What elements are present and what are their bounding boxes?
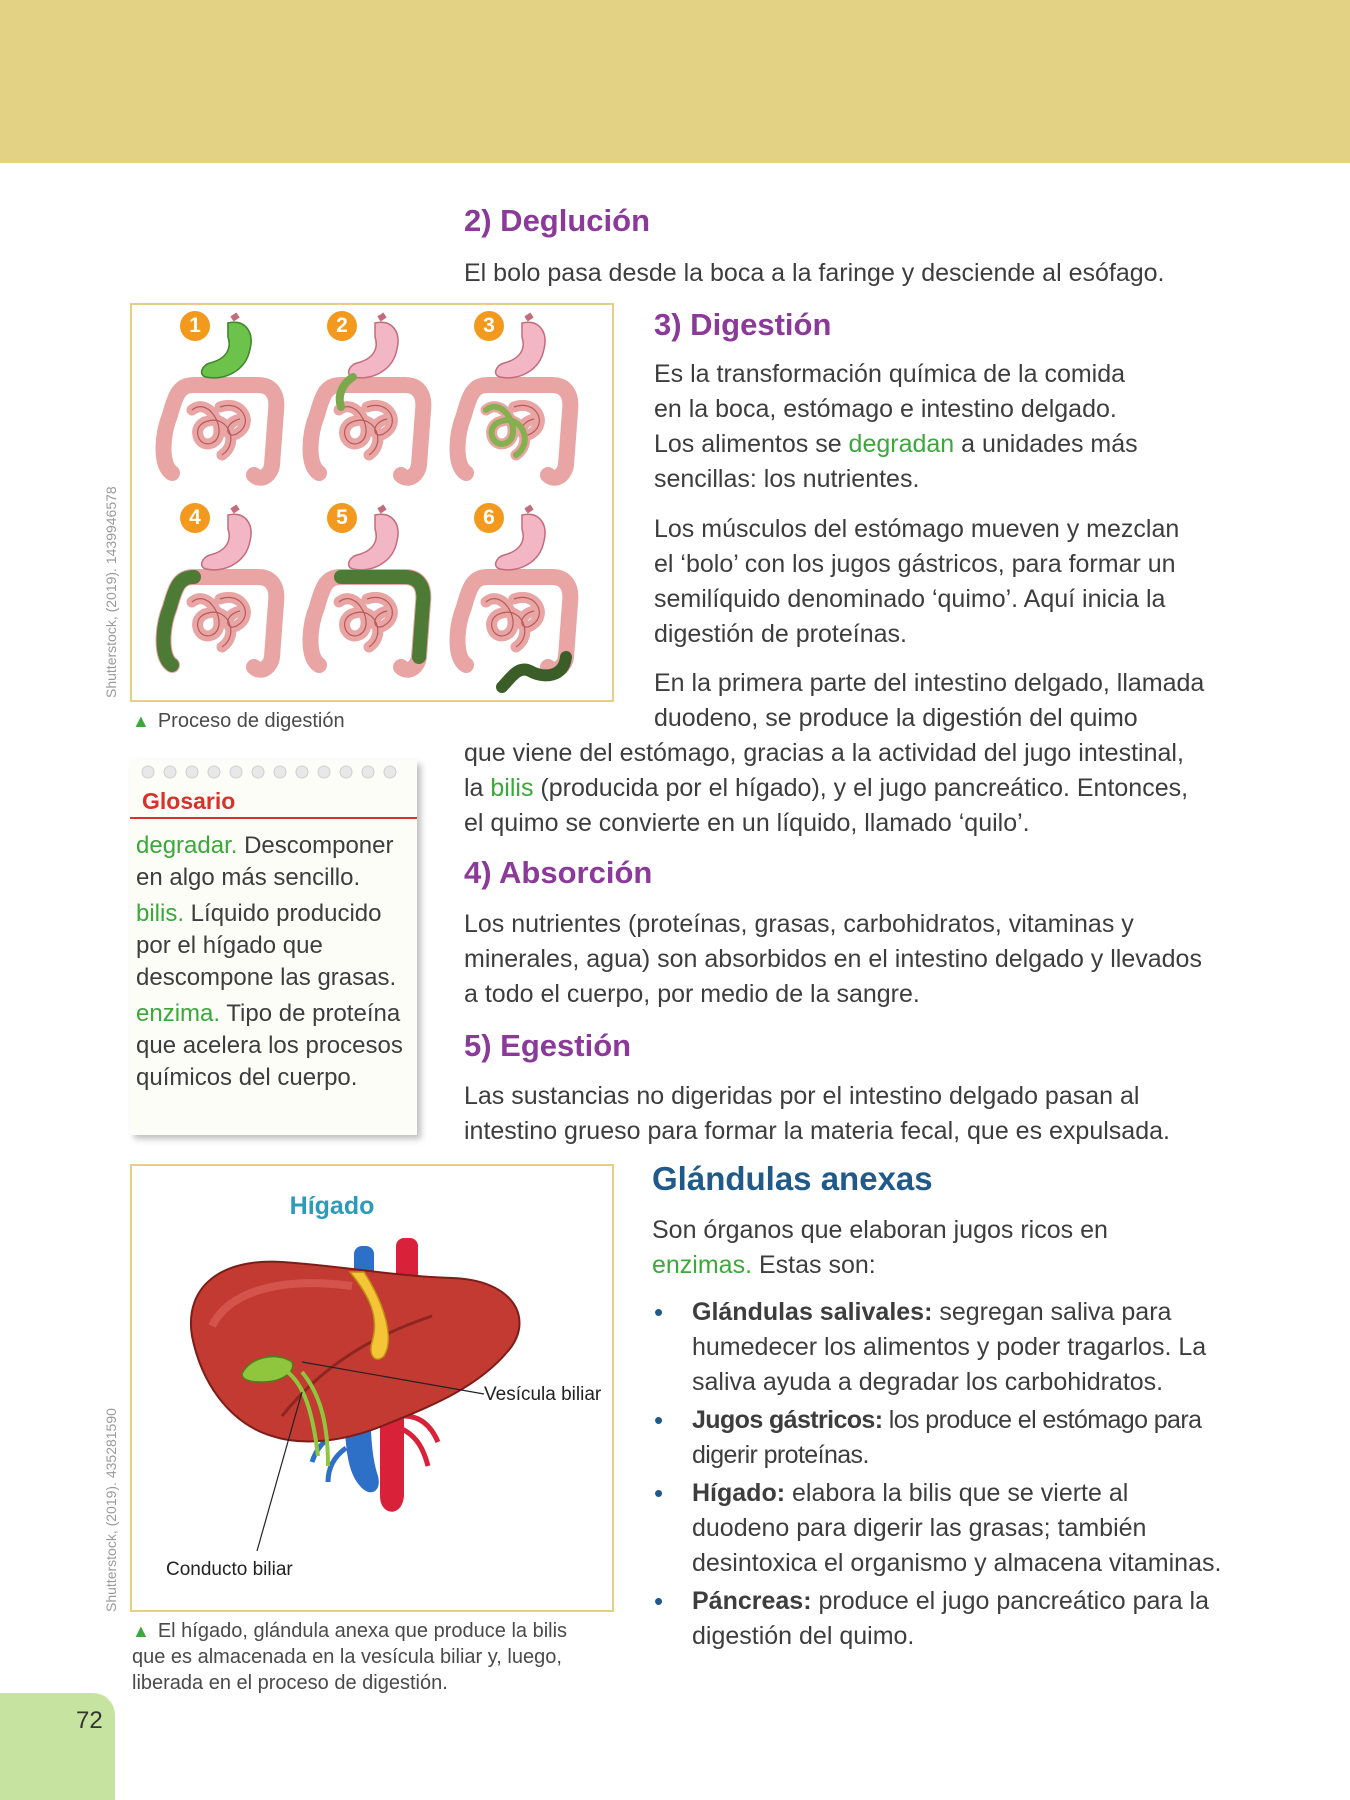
glossary-definition: Líquido producido por el hígado que descompone las grasas. <box>136 900 397 991</box>
figure2-credit: Shutterstock, (2019). 435281590 <box>103 1408 119 1612</box>
figure1-caption-text: Proceso de digestión <box>157 710 345 732</box>
text-line: (producida por el hígado), y el jugo pancreático. Entonces, <box>533 774 1189 802</box>
glandulas-list <box>652 1295 1232 1657</box>
text-line: El hígado, glándula anexa que produce la bilis <box>157 1620 568 1642</box>
caption-triangle-icon: ▲ <box>132 1621 150 1641</box>
caption-triangle-icon: ▲ <box>132 711 150 731</box>
deglucion-text: El bolo pasa desde la boca a la faringe y desciende al esófago. <box>464 259 1165 287</box>
liver-figure-title: Hígado <box>289 1192 375 1220</box>
digestion-paragraph-3a <box>654 666 1204 736</box>
egestion-text <box>464 1079 1170 1149</box>
stage-badge-2: 2 <box>327 311 357 341</box>
stage-badge-6: 6 <box>474 503 504 533</box>
text-line: sencillas: los nutrientes. <box>654 465 920 493</box>
list-item-term: Glándulas salivales: <box>692 1298 933 1326</box>
digestion-stages-illustration <box>132 305 612 700</box>
text-line: Son órganos que elaboran jugos ricos en <box>652 1216 1108 1244</box>
glossary-term-bilis: bilis <box>490 774 534 802</box>
list-item-term: Páncreas: <box>692 1587 812 1615</box>
list-item <box>652 1584 1232 1654</box>
text-line: a unidades más <box>954 430 1138 458</box>
stage-badge-4: 4 <box>180 503 210 533</box>
glossary-entry <box>136 998 411 1094</box>
glossary-title: Glosario <box>142 788 236 814</box>
heading-absorcion: 4) Absorción <box>464 855 653 890</box>
stage-badge-5: 5 <box>327 503 357 533</box>
list-item-text: segregan saliva para humedecer los alimentos y poder tragarlos. La saliva ayuda a degradar los carbohidratos. <box>692 1298 1207 1396</box>
glossary-definition: Tipo de proteína que acelera los procesos químicos del cuerpo. <box>136 1000 403 1091</box>
digestion-paragraph-2 <box>654 512 1179 652</box>
text-line: Los nutrientes (proteínas, grasas, carbohidratos, vitaminas y <box>464 910 1134 938</box>
figure1-credit: Shutterstock, (2019). 1439946578 <box>103 486 119 698</box>
text-line: duodeno, se produce la digestión del quimo <box>654 704 1138 732</box>
glossary-entry <box>136 830 411 894</box>
glandulas-intro <box>652 1213 1108 1283</box>
list-item-term: Jugos gástricos: <box>692 1406 883 1434</box>
heading-glandulas-anexas: Glándulas anexas <box>652 1160 933 1197</box>
text-line: a todo el cuerpo, por medio de la sangre. <box>464 980 920 1008</box>
list-item-text: elabora la bilis que se vierte al duodeno para digerir las grasas; también desintoxica el organismo y almacena vitaminas. <box>692 1479 1222 1577</box>
list-item <box>652 1403 1232 1473</box>
heading-egestion: 5) Egestión <box>464 1028 632 1063</box>
text-line: liberada en el proceso de digestión. <box>132 1672 448 1694</box>
digestion-paragraph-3b <box>464 736 1188 841</box>
digestion-process-figure <box>130 303 614 702</box>
glossary-term-enzimas: enzimas. <box>652 1251 753 1279</box>
text-line: que viene del estómago, gracias a la actividad del jugo intestinal, <box>464 739 1184 767</box>
glossary-term: bilis. <box>136 900 185 927</box>
glossary-term-degradan: degradan <box>848 430 955 458</box>
header-band <box>0 0 1350 163</box>
glossary-card <box>130 760 417 1135</box>
text-line: minerales, agua) son absorbidos en el intestino delgado y llevados <box>464 945 1202 973</box>
text-line: Los alimentos se <box>654 430 849 458</box>
text-line: en la boca, estómago e intestino delgado. <box>654 395 1117 423</box>
list-item <box>652 1295 1232 1400</box>
text-line: intestino grueso para formar la materia fecal, que es expulsada. <box>464 1117 1170 1145</box>
text-line: Estas son: <box>752 1251 876 1279</box>
label-conducto-biliar: Conducto biliar <box>166 1559 293 1580</box>
list-item <box>652 1476 1232 1581</box>
text-line: Los músculos del estómago mueven y mezclan <box>654 515 1180 543</box>
glossary-definition: Descomponer en algo más sencillo. <box>136 832 394 891</box>
text-line: el quimo se convierte en un líquido, llamado ‘quilo’. <box>464 809 1030 837</box>
stage-badge-1: 1 <box>180 311 210 341</box>
text-line: Las sustancias no digeridas por el intestino delgado pasan al <box>464 1082 1140 1110</box>
digestion-paragraph-1 <box>654 357 1138 497</box>
text-line: digestión de proteínas. <box>654 620 907 648</box>
text-line: la <box>464 774 491 802</box>
heading-deglucion: 2) Deglución <box>464 203 651 238</box>
stage-badge-3: 3 <box>474 311 504 341</box>
page-number: 72 <box>76 1707 103 1734</box>
list-item-text: los produce el estómago para digerir proteínas. <box>692 1406 1202 1469</box>
liver-figure <box>130 1164 614 1612</box>
glossary-divider <box>130 817 417 819</box>
absorcion-text <box>464 907 1202 1012</box>
figure2-caption <box>132 1618 612 1696</box>
text-line: el ‘bolo’ con los jugos gástricos, para formar un <box>654 550 1176 578</box>
glossary-entry <box>136 898 411 994</box>
heading-digestion: 3) Digestión <box>654 307 832 342</box>
text-line: semilíquido denominado ‘quimo’. Aquí inicia la <box>654 585 1166 613</box>
list-item-term: Hígado: <box>692 1479 786 1507</box>
figure1-caption <box>132 708 345 734</box>
glossary-spiral-dots <box>130 764 417 780</box>
glossary-term: enzima. <box>136 1000 221 1027</box>
list-item-text: produce el jugo pancreático para la digestión del quimo. <box>692 1587 1210 1650</box>
glossary-term: degradar. <box>136 832 238 859</box>
text-line: Es la transformación química de la comida <box>654 360 1126 388</box>
text-line: En la primera parte del intestino delgado, llamada <box>654 669 1205 697</box>
label-vesicula-biliar: Vesícula biliar <box>484 1384 602 1405</box>
glossary-entries <box>136 830 411 1098</box>
text-line: que es almacenada en la vesícula biliar y, luego, <box>132 1646 562 1668</box>
